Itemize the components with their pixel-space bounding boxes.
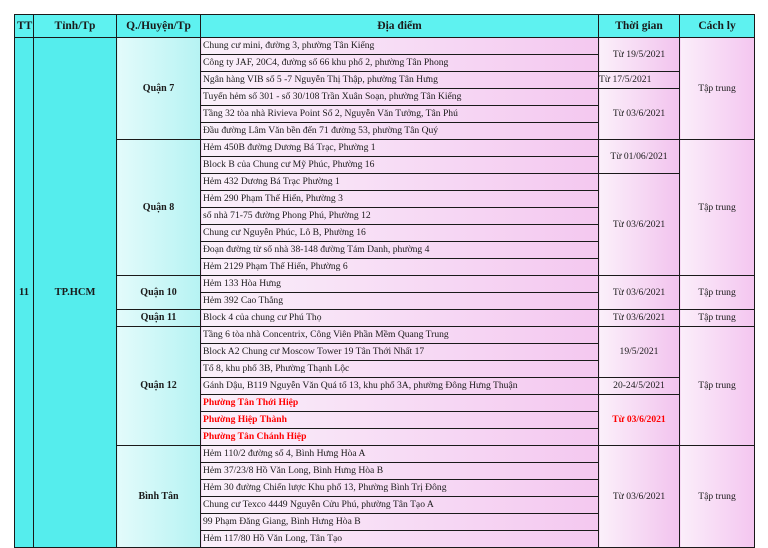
district-q12: Quận 12 — [117, 327, 201, 446]
isolation-q12: Tập trung — [680, 327, 755, 446]
location-cell: Tuyến hẻm số 301 - số 30/108 Trần Xuân Soạn, phường Tân Kiểng — [201, 89, 599, 106]
district-binhtan: Bình Tân — [117, 446, 201, 548]
location-cell: Tổ 8, khu phố 3B, Phường Thạnh Lộc — [201, 361, 599, 378]
table-row — [15, 38, 755, 55]
location-cell: Phường Tân Chánh Hiệp — [201, 429, 599, 446]
header-tt: TT — [15, 15, 34, 38]
location-cell: Tầng 6 tòa nhà Concentrix, Công Viên Phần Mềm Quang Trung — [201, 327, 599, 344]
location-cell: số nhà 71-75 đường Phong Phú, Phường 12 — [201, 208, 599, 225]
time-cell: Từ 03/6/2021 — [599, 310, 680, 327]
header-district: Q./Huyện/Tp — [117, 15, 201, 38]
location-cell: Gánh Dậu, B119 Nguyễn Văn Quá tổ 13, khu phố 3A, phường Đông Hưng Thuận — [201, 378, 599, 395]
time-cell: 20-24/5/2021 — [599, 378, 680, 395]
row-number: 11 — [15, 38, 34, 548]
location-cell: Phường Tân Thới Hiệp — [201, 395, 599, 412]
table-row — [15, 310, 755, 327]
district-q8: Quận 8 — [117, 140, 201, 276]
table-row — [15, 446, 755, 463]
location-cell: Block 4 của chung cư Phú Thọ — [201, 310, 599, 327]
location-cell: Hẻm 2129 Phạm Thế Hiển, Phường 6 — [201, 259, 599, 276]
location-cell: Đoạn đường từ số nhà 38-148 đường Tám Danh, phường 4 — [201, 242, 599, 259]
isolation-q11: Tập trung — [680, 310, 755, 327]
location-cell: Hẻm 133 Hòa Hưng — [201, 276, 599, 293]
time-cell: Từ 03/6/2021 — [599, 276, 680, 310]
district-q10: Quận 10 — [117, 276, 201, 310]
location-cell: Ngân hàng VIB số 5 -7 Nguyễn Thị Thập, phường Tân Hưng — [201, 72, 599, 89]
district-q11: Quận 11 — [117, 310, 201, 327]
time-cell: Từ 03/6/2021 — [599, 89, 680, 140]
isolation-q8: Tập trung — [680, 140, 755, 276]
isolation-q10: Tập trung — [680, 276, 755, 310]
isolation-binhtan: Tập trung — [680, 446, 755, 548]
header-row — [15, 15, 755, 38]
location-cell: Hẻm 110/2 đường số 4, Bình Hưng Hòa A — [201, 446, 599, 463]
location-cell: Hẻm 37/23/8 Hồ Văn Long, Bình Hưng Hòa B — [201, 463, 599, 480]
table-row — [15, 140, 755, 157]
header-time: Thời gian — [599, 15, 680, 38]
time-cell: Từ 03/6/2021 — [599, 446, 680, 548]
location-cell: Đầu đường Lâm Văn bền đến 71 đường 53, phường Tân Quý — [201, 123, 599, 140]
header-isolation: Cách ly — [680, 15, 755, 38]
table-row — [15, 276, 755, 293]
table-container — [14, 14, 755, 548]
table-row — [15, 327, 755, 344]
location-cell: Tầng 32 tòa nhà Rivieva Point Số 2, Nguyễn Văn Tưởng, Tân Phú — [201, 106, 599, 123]
location-cell: 99 Phạm Đăng Giang, Bình Hưng Hòa B — [201, 514, 599, 531]
location-cell: Hẻm 432 Dương Bá Trạc Phường 1 — [201, 174, 599, 191]
header-location: Địa điểm — [201, 15, 599, 38]
location-cell: Công ty JAF, 20C4, đường số 66 khu phố 2, phường Tân Phong — [201, 55, 599, 72]
time-cell: 19/5/2021 — [599, 327, 680, 378]
location-cell: Hẻm 117/80 Hồ Văn Long, Tân Tạo — [201, 531, 599, 548]
time-cell: Từ 19/5/2021 — [599, 38, 680, 72]
location-cell: Hẻm 30 đường Chiến lược Khu phố 13, Phường Bình Trị Đông — [201, 480, 599, 497]
time-cell: Từ 03/6/2021 — [599, 174, 680, 276]
header-province: Tỉnh/Tp — [34, 15, 117, 38]
location-cell: Phường Hiệp Thành — [201, 412, 599, 429]
location-cell: Chung cư Texco 4449 Nguyễn Cửu Phú, phường Tân Tạo A — [201, 497, 599, 514]
time-cell: Từ 01/06/2021 — [599, 140, 680, 174]
location-cell: Chung cư mini, đường 3, phường Tân Kiểng — [201, 38, 599, 55]
time-cell: Từ 03/6/2021 — [599, 395, 680, 446]
quarantine-locations-table — [14, 14, 755, 548]
location-cell: Hẻm 450B đường Dương Bá Trạc, Phường 1 — [201, 140, 599, 157]
location-cell: Hẻm 392 Cao Thắng — [201, 293, 599, 310]
location-cell: Block A2 Chung cư Moscow Tower 19 Tân Thới Nhất 17 — [201, 344, 599, 361]
district-q7: Quận 7 — [117, 38, 201, 140]
time-cell: Từ 17/5/2021 — [599, 72, 680, 89]
location-cell: Block B của Chung cư Mỹ Phúc, Phường 16 — [201, 157, 599, 174]
province-cell: TP.HCM — [34, 38, 117, 548]
location-cell: Hẻm 290 Phạm Thế Hiển, Phường 3 — [201, 191, 599, 208]
isolation-q7: Tập trung — [680, 38, 755, 140]
location-cell: Chung cư Nguyễn Phúc, Lô B, Phường 16 — [201, 225, 599, 242]
